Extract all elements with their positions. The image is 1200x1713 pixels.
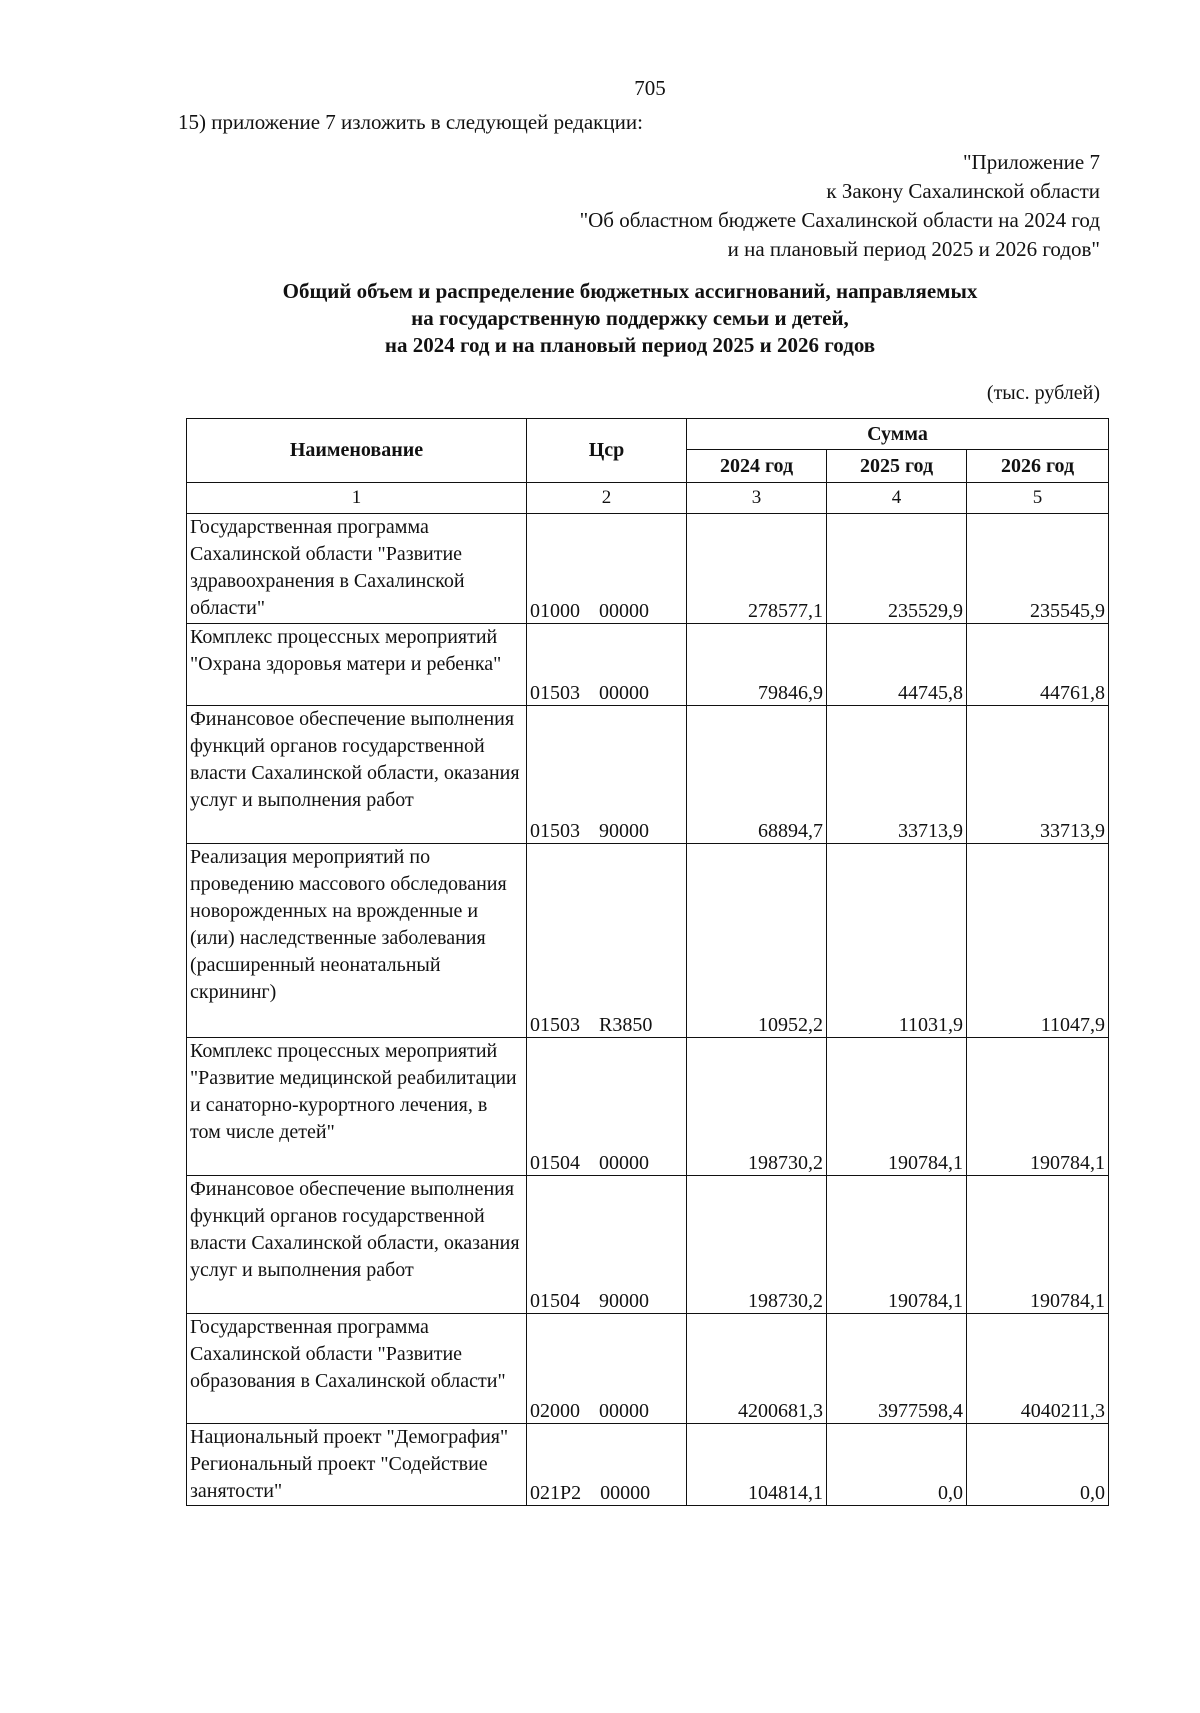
row-value-2025: 3977598,4 bbox=[827, 1314, 967, 1424]
row-value-2026: 190784,1 bbox=[967, 1038, 1109, 1176]
table-row bbox=[187, 624, 1109, 706]
title-line: на 2024 год и на плановый период 2025 и 2026 годов bbox=[384, 333, 876, 357]
header-code: Цср bbox=[527, 419, 687, 483]
row-value-2024: 79846,9 bbox=[687, 624, 827, 706]
column-number-row bbox=[187, 483, 1109, 514]
row-value-2025: 190784,1 bbox=[827, 1038, 967, 1176]
table-row bbox=[187, 514, 1109, 624]
row-code: 01504 90000 bbox=[527, 1176, 687, 1314]
row-value-2025: 0,0 bbox=[827, 1424, 967, 1506]
row-code: 01503 R3850 bbox=[527, 844, 687, 1038]
row-value-2025: 33713,9 bbox=[827, 706, 967, 844]
row-name: Национальный проект "Демография" Региональный проект "Содействие занятости" bbox=[187, 1424, 527, 1506]
row-code: 01503 00000 bbox=[527, 624, 687, 706]
column-number: 5 bbox=[967, 483, 1109, 514]
row-name: Реализация мероприятий по проведению массового обследования новорожденных на врожденные и (или) наследственные заболевания (расширенный неонатальный скрининг) bbox=[187, 844, 527, 1038]
row-value-2026: 33713,9 bbox=[967, 706, 1109, 844]
row-value-2025: 235529,9 bbox=[827, 514, 967, 624]
row-value-2024: 198730,2 bbox=[687, 1176, 827, 1314]
row-name: Финансовое обеспечение выполнения функций органов государственной власти Сахалинской области, оказания услуг и выполнения работ bbox=[187, 1176, 527, 1314]
appendix-line: "Об областном бюджете Сахалинской области на 2024 год bbox=[579, 208, 1100, 232]
header-year-2025: 2025 год bbox=[827, 450, 967, 483]
row-name: Государственная программа Сахалинской области "Развитие образования в Сахалинской области" bbox=[187, 1314, 527, 1424]
column-number: 4 bbox=[827, 483, 967, 514]
table-row bbox=[187, 1424, 1109, 1506]
row-value-2026: 11047,9 bbox=[967, 844, 1109, 1038]
row-value-2024: 198730,2 bbox=[687, 1038, 827, 1176]
table-row bbox=[187, 844, 1109, 1038]
header-year-2026: 2026 год bbox=[967, 450, 1109, 483]
budget-table bbox=[186, 418, 1109, 1506]
row-value-2026: 0,0 bbox=[967, 1424, 1109, 1506]
row-value-2026: 4040211,3 bbox=[967, 1314, 1109, 1424]
row-code: 01503 90000 bbox=[527, 706, 687, 844]
intro-text: 15) приложение 7 изложить в следующей редакции: bbox=[178, 110, 643, 134]
row-value-2024: 4200681,3 bbox=[687, 1314, 827, 1424]
row-value-2026: 44761,8 bbox=[967, 624, 1109, 706]
appendix-line: и на плановый период 2025 и 2026 годов" bbox=[727, 237, 1100, 261]
row-name: Комплекс процессных мероприятий "Развитие медицинской реабилитации и санаторно-курортного лечения, в том числе детей" bbox=[187, 1038, 527, 1176]
appendix-line: к Закону Сахалинской области bbox=[826, 179, 1100, 203]
header-sum: Сумма bbox=[687, 419, 1109, 450]
table-row bbox=[187, 706, 1109, 844]
row-value-2026: 190784,1 bbox=[967, 1176, 1109, 1314]
row-name: Комплекс процессных мероприятий "Охрана здоровья матери и ребенка" bbox=[187, 624, 527, 706]
title-line: Общий объем и распределение бюджетных ассигнований, направляемых bbox=[282, 279, 978, 303]
appendix-line: "Приложение 7 bbox=[962, 150, 1100, 174]
row-value-2025: 44745,8 bbox=[827, 624, 967, 706]
row-value-2024: 10952,2 bbox=[687, 844, 827, 1038]
column-number: 1 bbox=[187, 483, 527, 514]
row-value-2025: 190784,1 bbox=[827, 1176, 967, 1314]
document-title bbox=[200, 278, 1060, 359]
units-label: (тыс. рублей) bbox=[986, 382, 1100, 404]
column-number: 3 bbox=[687, 483, 827, 514]
row-code: 021P2 00000 bbox=[527, 1424, 687, 1506]
title-line: на государственную поддержку семьи и детей, bbox=[411, 306, 849, 330]
row-value-2024: 104814,1 bbox=[687, 1424, 827, 1506]
column-number: 2 bbox=[527, 483, 687, 514]
row-code: 02000 00000 bbox=[527, 1314, 687, 1424]
page-number: 705 bbox=[634, 76, 666, 100]
table-row bbox=[187, 1176, 1109, 1314]
header-name: Наименование bbox=[187, 419, 527, 483]
row-value-2024: 278577,1 bbox=[687, 514, 827, 624]
appendix-reference bbox=[580, 148, 1100, 264]
row-value-2025: 11031,9 bbox=[827, 844, 967, 1038]
row-code: 01000 00000 bbox=[527, 514, 687, 624]
row-value-2024: 68894,7 bbox=[687, 706, 827, 844]
table-row bbox=[187, 1038, 1109, 1176]
row-name: Государственная программа Сахалинской области "Развитие здравоохранения в Сахалинской области" bbox=[187, 514, 527, 624]
row-code: 01504 00000 bbox=[527, 1038, 687, 1176]
table-row bbox=[187, 1314, 1109, 1424]
row-name: Финансовое обеспечение выполнения функций органов государственной власти Сахалинской области, оказания услуг и выполнения работ bbox=[187, 706, 527, 844]
header-year-2024: 2024 год bbox=[687, 450, 827, 483]
row-value-2026: 235545,9 bbox=[967, 514, 1109, 624]
